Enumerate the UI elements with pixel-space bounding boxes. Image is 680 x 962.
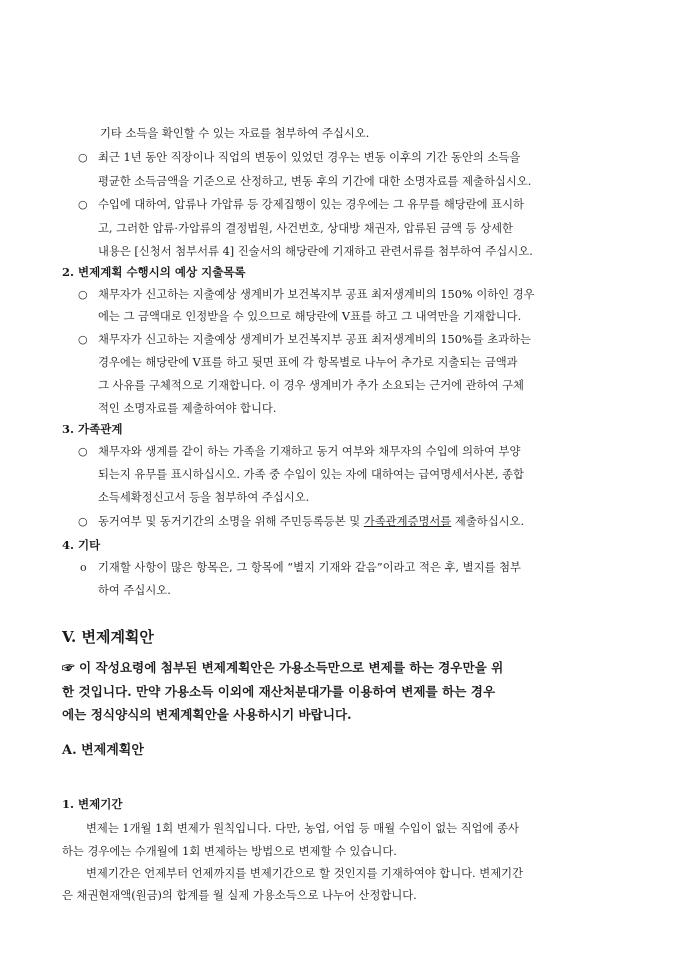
section-v-heading: V. 변제계획안 [62,628,154,646]
income-bullet1-line2: 평균한 소득금액을 기준으로 산정하고, 변동 후의 기간에 대한 소명자료를 제출하십시오. [98,175,532,188]
section3-bullet2-pre: 동거여부 및 동거기간의 소명을 위해 주민등록등본 및 [98,515,364,528]
section2-bullet2-line3: 그 사유를 구체적으로 기재합니다. 이 경우 생계비가 추가 소요되는 근거에 관하여 구체 [98,379,524,392]
family-certificate-underlined: 가족관계증명서를 [363,515,452,528]
section2-bullet2-line4: 적인 소명자료를 제출하여야 합니다. [98,402,277,415]
notice-line3: 에는 정식양식의 변제계획안을 사용하시기 바랍니다. [62,707,352,722]
section4-bullet1-line1: 기재할 사항이 많은 항목은, 그 항목에 “별지 기재와 같음”이라고 적은 후, 별지를 첨부 [98,561,521,574]
item1-para2-line1: 변제기간은 언제부터 언제까지를 변제기간으로 할 것인지를 기재하여야 합니다. 변제기간 [86,867,524,880]
section2-heading: 2. 변제계획 수행시의 예상 지출목록 [62,265,246,279]
bullet-marker: ○ [78,515,88,528]
section4-bullet1-line2: 하여 주십시오. [98,584,171,597]
item1-heading: 1. 변제기간 [62,797,123,811]
section3-bullet1-line3: 소득세확정신고서 등을 첨부하여 주십시오. [98,491,310,504]
section3-bullet2-line [98,514,524,530]
item1-para1-line1: 변제는 1개월 1회 변제가 원칙입니다. 다만, 농업, 어업 등 매월 수입이 없는 직업에 종사 [86,822,519,835]
income-bullet1-line1: 최근 1년 동안 직장이나 직업의 변동이 있었던 경우는 변동 이후의 기간 동안의 소득을 [98,151,521,164]
notice-line1: ☞ 이 작성요령에 첨부된 변제계획안은 가용소득만으로 변제를 하는 경우만을 위 [62,660,504,675]
bullet-marker: ○ [78,198,88,211]
income-bullet2-line3: 내용은 [신청서 첨부서류 4] 진술서의 해당란에 기재하고 관련서류를 첨부하여 주십시오. [98,245,533,258]
bullet-marker: ○ [78,151,88,164]
bullet-marker: ○ [78,288,88,301]
item1-para2-line2: 은 채권현재액(원금)의 합계를 월 실제 가용소득으로 나누어 산정합니다. [62,889,417,902]
section2-bullet2-line1: 채무자가 신고하는 지출예상 생계비가 보건복지부 공표 최저생계비의 150%를 초과하는 [98,333,531,346]
section3-bullet2-post: 제출하십시오. [451,515,525,528]
section3-heading: 3. 가족관계 [62,422,123,436]
income-bullet2-line2: 고, 그러한 압류·가압류의 결정법원, 사건번호, 상대방 채권자, 압류된 금액 등 상세한 [98,222,513,235]
notice-line2: 한 것입니다. 만약 가용소득 이외에 재산처분대가를 이용하여 변제를 하는 경우 [62,684,496,699]
income-bullet2-line1: 수입에 대하여, 압류나 가압류 등 강제집행이 있는 경우에는 그 유무를 해당란에 표시하 [98,198,524,211]
bullet-marker: o [80,561,87,574]
subsection-a-heading: A. 변제계획안 [62,743,144,758]
item1-para1-line2: 하는 경우에는 수개월에 1회 변제하는 방법으로 변제할 수 있습니다. [62,845,397,858]
section2-bullet2-line2: 경우에는 해당란에 V표를 하고 뒷면 표에 각 항목별로 나누어 추가로 지출되는 금액과 [98,356,518,369]
section2-bullet1-line1: 채무자가 신고하는 지출예상 생계비가 보건복지부 공표 최저생계비의 150% 이하인 경우 [98,288,535,301]
bullet-marker: ○ [78,333,88,346]
section4-heading: 4. 기타 [62,538,101,552]
section3-bullet1-line1: 채무자와 생계를 같이 하는 가족을 기재하고 동거 여부와 채무자의 수입에 의하여 부양 [98,445,521,458]
section3-bullet1-line2: 되는지 유무를 표시하십시오. 가족 중 수입이 있는 자에 대하여는 급여명세서사본, 종합 [98,468,524,481]
bullet-marker: ○ [78,445,88,458]
section2-bullet1-line2: 에는 그 금액대로 인정받을 수 있으므로 해당란에 V표를 하고 그 내역만을 기재합니다. [98,310,522,323]
income-continued-line: 기타 소득을 확인할 수 있는 자료를 첨부하여 주십시오. [100,127,370,140]
